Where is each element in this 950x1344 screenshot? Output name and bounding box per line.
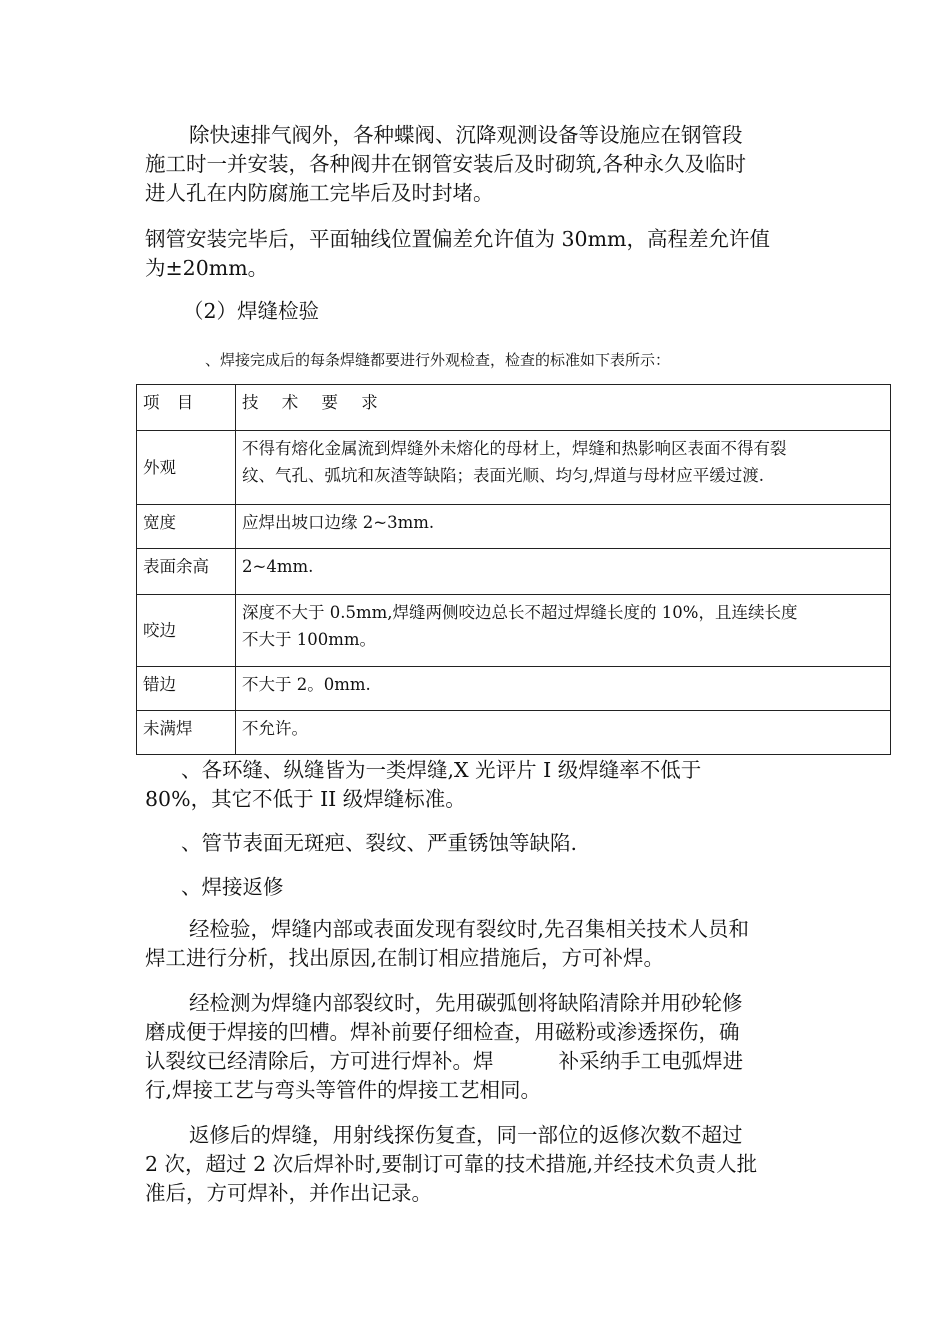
table-row [137,505,891,549]
weld-inspection-table [136,384,891,755]
text-line: 为±20mm。 [145,256,269,280]
text-line: 经检测为焊缝内部裂纹时，先用碳弧刨将缺陷清除并用砂轮修 [189,991,743,1015]
text-line: 返修后的焊缝，用射线探伤复查，同一部位的返修次数不超过 [189,1123,743,1147]
text-line: 纹、气孔、弧坑和灰渣等缺陷；表面光顺、均匀,焊道与母材应平缓过渡. [242,466,764,485]
text-line: 经检验，焊缝内部或表面发现有裂纹时,先召集相关技术人员和 [189,917,750,941]
text-line: 施工时一并安装，各种阀井在钢管安装后及时砌筑,各种永久及临时 [145,152,747,176]
text-line: 、各环缝、纵缝皆为一类焊缝,X 光评片 I 级焊缝率不低于 [181,758,702,782]
text-line: 焊工进行分析，找出原因,在制订相应措施后，方可补焊。 [145,946,665,970]
row-item: 表面余高 [137,549,236,595]
text-line: 除快速排气阀外，各种蝶阀、沉降观测设备等设施应在钢管段 [189,123,743,147]
header-item: 项 目 [137,385,236,431]
paragraph-valve-installation [145,121,810,208]
row-requirement: 2~4mm. [236,549,891,595]
row-requirement [236,595,891,667]
text-line: 2 次，超过 2 次后焊补时,要制订可靠的技术措施,并经技术负责人批 [145,1152,758,1176]
text-line: 深度不大于 0.5mm,焊缝两侧咬边总长不超过焊缝长度的 10%，且连续长度 [242,603,798,622]
row-requirement: 不允许。 [236,711,891,755]
paragraph-recheck [145,1121,810,1208]
row-item: 宽度 [137,505,236,549]
paragraph-weld-repair: 、焊接返修 [181,875,284,899]
paragraph-crack-analysis [145,915,810,973]
paragraph-pipe-surface: 、管节表面无斑疤、裂纹、严重锈蚀等缺陷. [181,831,578,855]
row-requirement: 应焊出坡口边缘 2~3mm. [236,505,891,549]
table-row [137,667,891,711]
table-intro: 、焊接完成后的每条焊缝都要进行外观检查，检查的标准如下表所示： [205,351,671,369]
table-row [137,431,891,505]
row-item: 外观 [137,431,236,505]
text-line: 行,焊接工艺与弯头等管件的焊接工艺相同。 [145,1078,542,1102]
text-line: 80%，其它不低于 II 级焊缝标准。 [145,787,466,811]
row-requirement [236,431,891,505]
text-line: 不得有熔化金属流到焊缝外未熔化的母材上，焊缝和热影响区表面不得有裂 [242,439,787,458]
text-line: 进人孔在内防腐施工完毕后及时封堵。 [145,181,494,205]
row-item: 咬边 [137,595,236,667]
text-line: 不大于 100mm。 [242,630,377,649]
row-requirement: 不大于 2。0mm. [236,667,891,711]
paragraph-weld-class [145,756,810,814]
table-row [137,549,891,595]
table-row [137,711,891,755]
table-row [137,595,891,667]
paragraph-tolerance [145,225,810,283]
text-line: 认裂纹已经清除后，方可进行焊补。焊 补采纳手工电弧焊进 [145,1049,744,1073]
text-line: 磨成便于焊接的凹槽。焊补前要仔细检查，用磁粉或渗透探伤，确 [145,1020,740,1044]
row-item: 未满焊 [137,711,236,755]
text-line: 准后，方可焊补，并作出记录。 [145,1181,432,1205]
paragraph-repair-procedure [145,989,810,1105]
section-heading: （2）焊缝检验 [183,299,320,323]
table-header-row [137,385,891,431]
header-requirement: 技 术 要 求 [236,385,891,431]
row-item: 错边 [137,667,236,711]
text-line: 钢管安装完毕后，平面轴线位置偏差允许值为 30mm，高程差允许值 [145,227,770,251]
